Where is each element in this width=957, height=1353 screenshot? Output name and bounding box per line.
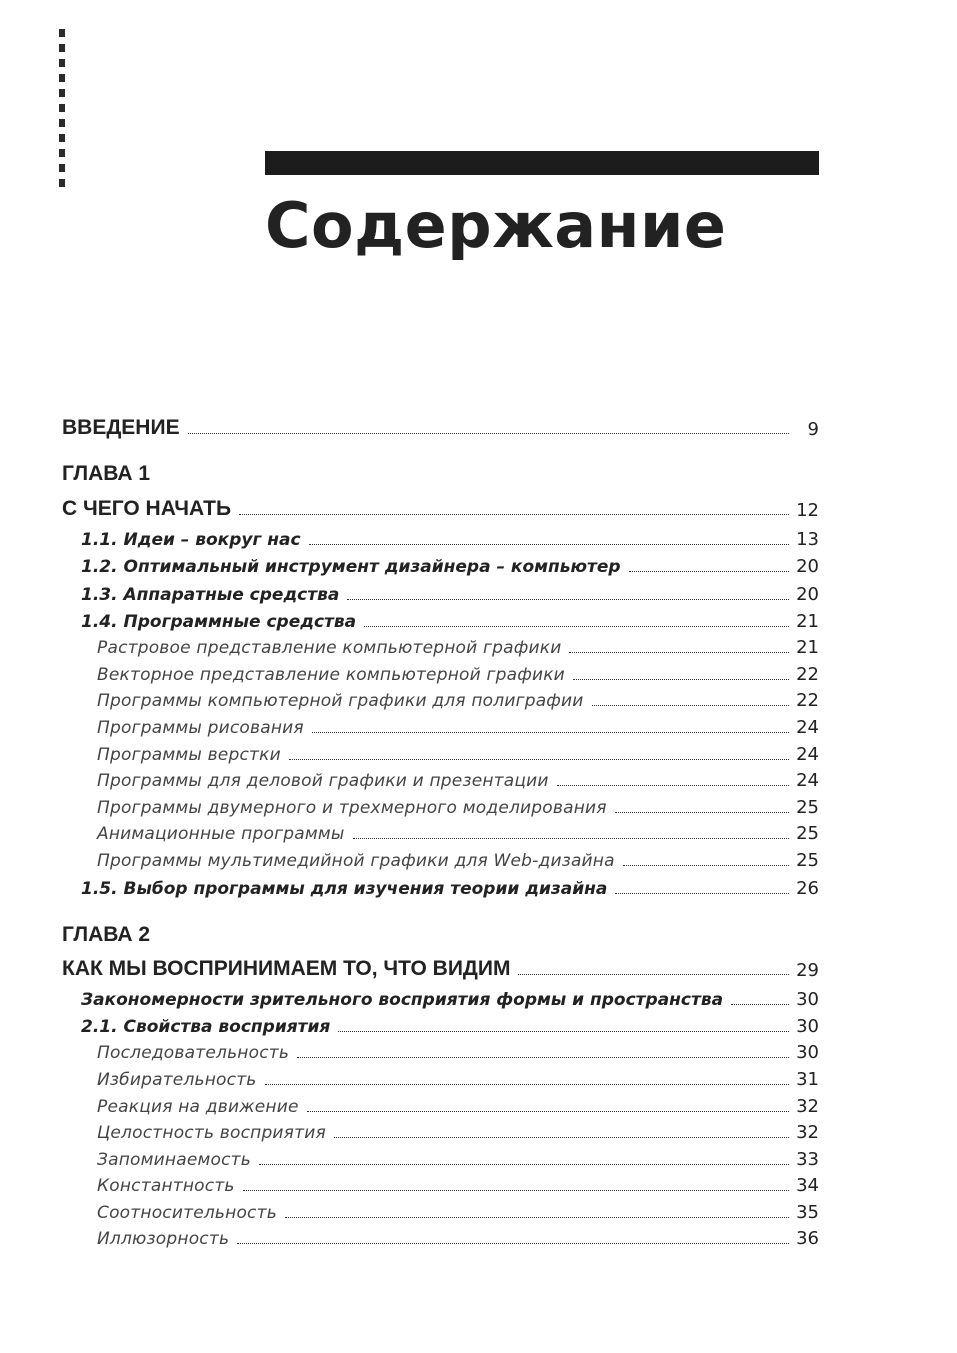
toc-entry[interactable]: [0, 712, 957, 738]
toc-entry-row: [81, 879, 789, 899]
toc-entry-row: [97, 665, 789, 685]
dot-leader: [259, 1163, 789, 1165]
toc-entry-label: Последовательность: [97, 1043, 290, 1063]
toc-entry-label: Закономерности зрительного восприятия формы и пространства: [81, 990, 724, 1010]
dot-leader: [297, 1056, 789, 1058]
toc-entry[interactable]: [0, 606, 957, 632]
toc-page-number: 29: [796, 960, 819, 981]
toc-entry[interactable]: [0, 1223, 957, 1249]
toc-entry[interactable]: [0, 1117, 957, 1143]
toc-entry[interactable]: [0, 1011, 957, 1037]
dot-leader: [239, 513, 789, 515]
toc-entry-row: [97, 1229, 789, 1249]
toc-entry[interactable]: [0, 659, 957, 685]
toc-entry[interactable]: [0, 495, 957, 521]
toc-entry-label: ВВЕДЕНИЕ: [62, 416, 180, 439]
toc-page-number: 26: [796, 878, 819, 899]
toc-entry-row: [81, 585, 789, 605]
toc-page-number: 30: [796, 1042, 819, 1063]
toc-entry-row: [97, 638, 789, 658]
toc-page-number: 22: [796, 664, 819, 685]
dot-leader: [285, 1216, 789, 1218]
toc-entry-label: Векторное представление компьютерной графики: [97, 665, 565, 685]
toc-entry-label: 2.1. Свойства восприятия: [81, 1017, 331, 1037]
dot-leader: [338, 1030, 789, 1032]
toc-page-number: 31: [796, 1069, 819, 1090]
dot-leader: [592, 704, 789, 706]
toc-entry[interactable]: [0, 1091, 957, 1117]
toc-page-number: 24: [796, 717, 819, 738]
toc-entry-row: [81, 990, 789, 1010]
dot-leader: [615, 811, 789, 813]
toc-entry-row: [81, 1017, 789, 1037]
toc-entry-row: [62, 497, 789, 521]
toc-entry[interactable]: [0, 792, 957, 818]
toc-entry-label: Программы верстки: [97, 745, 281, 765]
toc-entry-label: 1.5. Выбор программы для изучения теории дизайна: [81, 879, 608, 899]
dot-leader: [569, 651, 789, 653]
toc-entry-label: Иллюзорность: [97, 1229, 230, 1249]
dot-leader: [731, 1003, 789, 1005]
dot-leader: [309, 543, 789, 545]
page-title: Содержание: [265, 189, 727, 262]
toc-entry-label: 1.2. Оптимальный инструмент дизайнера – компьютер: [81, 557, 621, 577]
toc-entry-label: Программы для деловой графики и презентации: [97, 771, 549, 791]
toc-entry-row: [97, 1123, 789, 1143]
toc-entry-row: [97, 1176, 789, 1196]
toc-page-number: 9: [807, 419, 819, 440]
toc-page-number: 25: [796, 797, 819, 818]
dot-leader: [188, 432, 789, 434]
dot-leader: [623, 864, 789, 866]
toc-page-number: 32: [796, 1096, 819, 1117]
toc-entry-row: [97, 798, 789, 818]
toc-entry-label: Соотносительность: [97, 1203, 277, 1223]
toc-entry-label: 1.4. Программные средства: [81, 612, 357, 632]
toc-entry-row: [62, 957, 789, 981]
toc-entry[interactable]: [0, 1064, 957, 1090]
dot-leader: [265, 1083, 789, 1085]
toc-page-number: 25: [796, 850, 819, 871]
dot-leader: [237, 1242, 789, 1244]
toc-entry-row: [97, 851, 789, 871]
dot-leader: [334, 1136, 789, 1138]
toc-entry[interactable]: [0, 685, 957, 711]
toc-entry[interactable]: [0, 1170, 957, 1196]
toc-entry[interactable]: [0, 1037, 957, 1063]
toc-entry-row: [97, 718, 789, 738]
dot-leader: [518, 973, 789, 975]
dot-leader: [353, 837, 790, 839]
toc-entry-row: [81, 557, 789, 577]
toc-entry[interactable]: [0, 632, 957, 658]
toc-entry-row: [81, 612, 789, 632]
chapter-heading: ГЛАВА 2: [62, 923, 151, 946]
toc-entry-row: [97, 691, 789, 711]
toc-page-number: 22: [796, 690, 819, 711]
toc-entry-row: [97, 824, 789, 844]
toc-page-number: 21: [796, 611, 819, 632]
toc-entry-label: 1.3. Аппаратные средства: [81, 585, 340, 605]
toc-entry[interactable]: [0, 1144, 957, 1170]
toc-entry-row: [97, 1150, 789, 1170]
toc-entry-row: [97, 771, 789, 791]
toc-page-number: 35: [796, 1202, 819, 1223]
toc-entry-row: [97, 1097, 789, 1117]
toc-page-number: 30: [796, 1016, 819, 1037]
toc-entry[interactable]: [0, 551, 957, 577]
toc-entry-row: [97, 745, 789, 765]
toc-entry-row: [97, 1203, 789, 1223]
toc-entry-label: Программы рисования: [97, 718, 304, 738]
toc-entry-label: Анимационные программы: [97, 824, 345, 844]
dot-leader: [307, 1110, 789, 1112]
dot-leader: [312, 731, 789, 733]
toc-entry-label: КАК МЫ ВОСПРИНИМАЕМ ТО, ЧТО ВИДИМ: [62, 957, 511, 980]
toc-entry[interactable]: [0, 1197, 957, 1223]
toc-entry-row: [81, 530, 789, 550]
dot-leader: [347, 598, 789, 600]
toc-entry-row: [97, 1043, 789, 1063]
dot-leader: [364, 625, 789, 627]
toc-entry-label: Избирательность: [97, 1070, 257, 1090]
toc-entry[interactable]: [0, 984, 957, 1010]
toc-entry[interactable]: [0, 765, 957, 791]
toc-page-number: 13: [796, 529, 819, 550]
toc-page-number: 30: [796, 989, 819, 1010]
dot-leader: [289, 758, 789, 760]
toc-entry-label: Константность: [97, 1176, 235, 1196]
dot-leader: [557, 784, 789, 786]
dot-leader: [243, 1189, 789, 1191]
dot-leader: [573, 678, 789, 680]
toc-page-number: 21: [796, 637, 819, 658]
toc-page-number: 20: [796, 584, 819, 605]
toc-entry-label: Программы мультимедийной графики для Web-дизайна: [97, 851, 615, 871]
toc-page-number: 24: [796, 744, 819, 765]
toc-page-number: 34: [796, 1175, 819, 1196]
toc-entry-row: [97, 1070, 789, 1090]
toc-entry-label: Программы компьютерной графики для полиграфии: [97, 691, 584, 711]
toc-entry[interactable]: [0, 845, 957, 871]
toc-entry-label: Программы двумерного и трехмерного моделирования: [97, 798, 607, 818]
toc-entry[interactable]: [0, 739, 957, 765]
toc-page-number: 24: [796, 770, 819, 791]
toc-entry[interactable]: [0, 955, 957, 981]
toc-entry[interactable]: [0, 818, 957, 844]
toc-entry-row: [62, 416, 789, 440]
toc-entry-label: С ЧЕГО НАЧАТЬ: [62, 497, 232, 520]
toc-entry-label: Запоминаемость: [97, 1150, 251, 1170]
toc-page-number: 12: [796, 500, 819, 521]
toc-entry-label: Целостность восприятия: [97, 1123, 326, 1143]
toc-entry-label: 1.1. Идеи – вокруг нас: [81, 530, 301, 550]
toc-page-number: 36: [796, 1228, 819, 1249]
toc-page-number: 25: [796, 823, 819, 844]
toc-page-number: 20: [796, 556, 819, 577]
chapter-heading: ГЛАВА 1: [62, 462, 151, 485]
toc-entry-label: Реакция на движение: [97, 1097, 299, 1117]
dot-leader: [629, 570, 789, 572]
toc-page-number: 33: [796, 1149, 819, 1170]
toc-entry-label: Растровое представление компьютерной графики: [97, 638, 562, 658]
toc-entry[interactable]: [0, 414, 957, 440]
toc-entry[interactable]: [0, 579, 957, 605]
dot-leader: [615, 892, 789, 894]
toc-entry[interactable]: [0, 873, 957, 899]
toc-page-number: 32: [796, 1122, 819, 1143]
toc-entry[interactable]: [0, 524, 957, 550]
